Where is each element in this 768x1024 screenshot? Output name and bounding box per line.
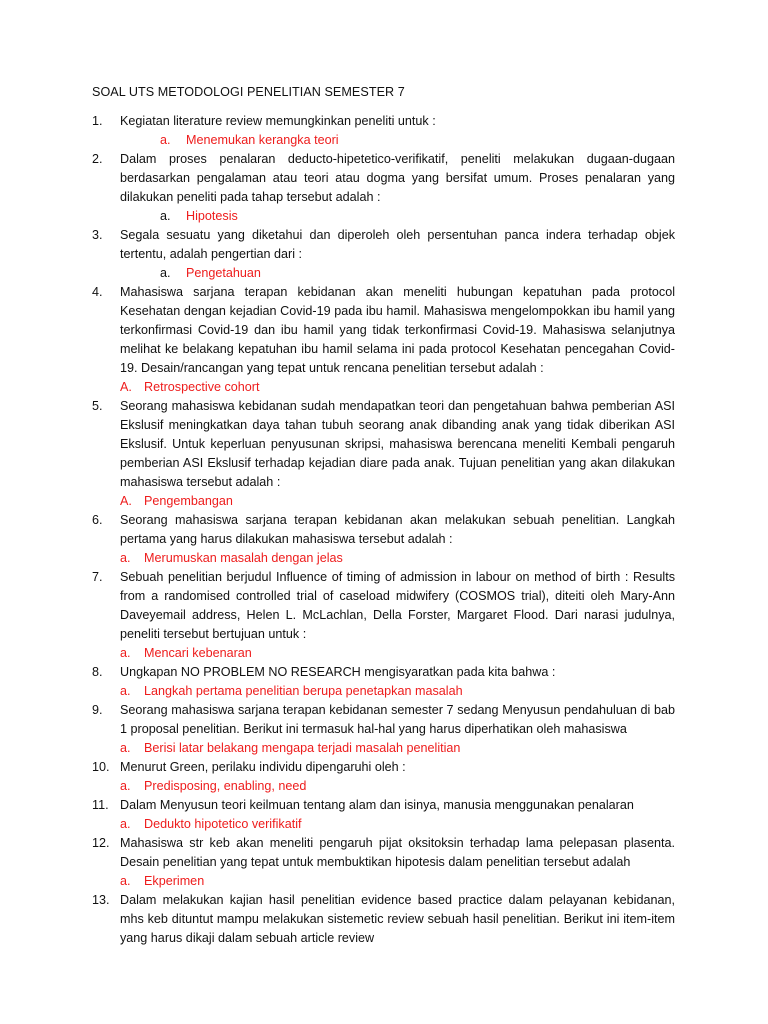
question-text: Mahasiswa sarjana terapan kebidanan akan meneliti hubungan kepatuhan pada protocol Kesehatan dengan kejadian Covid-19 pada ibu hamil. Mahasiswa mengelompokkan ibu hamil yang terkonfirmasi Covid-19 dan ibu hamil yang tidak terkonfirmasi Covid-19. Mahasiswa selanjutnya melihat ke belakang kepatuhan ibu hamil selama ini pada protocol Kesehatan pencegahan Covid-19. Desain/rancangan yang tepat untuk rencana penelitian tersebut adalah : (120, 285, 675, 375)
question-text: Seorang mahasiswa kebidanan sudah mendapatkan teori dan pengetahuan bahwa pemberian ASI Ekslusif meningkatkan daya tahan tubuh seorang anak dibanding anak yang tidak diberikan ASI Ekslusif. Untuk keperluan penyusunan skripsi, mahasiswa berencana meneliti Kembali pengaruh pemberian ASI Ekslusif terhadap kejadian diare pada anak. Tujuan penelitian yang akan dilakukan mahasiswa tersebut adalah : (120, 399, 675, 489)
answer (92, 739, 675, 758)
question-number: 4. (92, 285, 103, 299)
answer-marker: a. (120, 779, 131, 793)
question-text: Sebuah penelitian berjudul Influence of timing of admission in labour on method of birth : Results from a randomised controlled trial of caseload midwifery (COSMOS trial), diteiti oleh Mary-Ann Daveyemail address, Helen L. McLachlan, Della Forster, Margaret Flood. Dari narasi judulnya, peneliti tersebut bertujuan untuk : (120, 570, 675, 641)
answer-text: Retrospective cohort (144, 380, 260, 394)
answer (92, 815, 675, 834)
answer (92, 644, 675, 663)
answer-text: Mencari kebenaran (144, 646, 252, 660)
answer-text: Menemukan kerangka teori (186, 133, 339, 147)
answer-marker: a. (120, 551, 131, 565)
answer-marker: a. (160, 209, 171, 223)
question-text: Menurut Green, perilaku individu dipengaruhi oleh : (120, 760, 406, 774)
answer-text: Pengembangan (144, 494, 233, 508)
answer (92, 492, 675, 511)
question-number: 2. (92, 152, 103, 166)
question-text: Seorang mahasiswa sarjana terapan kebidanan semester 7 sedang Menyusun pendahuluan di bab 1 proposal penelitian. Berikut ini termasuk hal-hal yang harus diperhatikan oleh mahasiswa (120, 703, 675, 736)
question-1 (92, 112, 675, 150)
answer (92, 264, 675, 283)
answer-marker: A. (120, 380, 132, 394)
question-text: Dalam proses penalaran deducto-hipetetico-verifikatif, peneliti melakukan dugaan-dugaan berdasarkan pengalaman atau teori atau dogma yang bersifat umum. Proses penalaran yang dilakukan peneliti pada tahap tersebut adalah : (120, 152, 675, 204)
question-10 (92, 758, 675, 796)
question-text: Kegiatan literature review memungkinkan peneliti untuk : (120, 114, 436, 128)
answer-text: Dedukto hipotetico verifikatif (144, 817, 302, 831)
question-list (92, 112, 675, 948)
question-text: Seorang mahasiswa sarjana terapan kebidanan akan melakukan sebuah penelitian. Langkah pertama yang harus dilakukan mahasiswa tersebut adalah : (120, 513, 675, 546)
answer (92, 207, 675, 226)
question-4 (92, 283, 675, 397)
question-3 (92, 226, 675, 283)
answer-text: Berisi latar belakang mengapa terjadi masalah penelitian (144, 741, 461, 755)
answer (92, 777, 675, 796)
answer-marker: a. (120, 741, 131, 755)
question-number: 8. (92, 665, 103, 679)
answer (92, 682, 675, 701)
answer-text: Pengetahuan (186, 266, 261, 280)
answer-marker: a. (160, 266, 171, 280)
question-2 (92, 150, 675, 226)
answer (92, 872, 675, 891)
question-7 (92, 568, 675, 663)
answer-marker: a. (120, 684, 131, 698)
answer-marker: a. (120, 646, 131, 660)
answer-marker: a. (120, 874, 131, 888)
question-number: 11. (92, 798, 109, 812)
question-9 (92, 701, 675, 758)
question-text: Ungkapan NO PROBLEM NO RESEARCH mengisyaratkan pada kita bahwa : (120, 665, 556, 679)
question-text: Dalam Menyusun teori keilmuan tentang alam dan isinya, manusia menggunakan penalaran (120, 798, 634, 812)
question-number: 3. (92, 228, 103, 242)
question-number: 13. (92, 893, 110, 907)
answer-marker: a. (160, 133, 171, 147)
question-text: Segala sesuatu yang diketahui dan diperoleh oleh persentuhan panca indera terhadap objek tertentu, adalah pengertian dari : (120, 228, 675, 261)
question-number: 7. (92, 570, 103, 584)
question-number: 1. (92, 114, 103, 128)
question-12 (92, 834, 675, 891)
answer-text: Merumuskan masalah dengan jelas (144, 551, 343, 565)
question-11 (92, 796, 675, 834)
question-5 (92, 397, 675, 511)
answer-marker: a. (120, 817, 131, 831)
question-6 (92, 511, 675, 568)
question-text: Dalam melakukan kajian hasil penelitian evidence based practice dalam pelayanan kebidanan, mhs keb dituntut mampu melakukan sistemetic review sebuah hasil penelitian. Berikut ini item-item yang harus dikaji dalam sebuah article review (120, 893, 675, 945)
answer-text: Langkah pertama penelitian berupa penetapkan masalah (144, 684, 463, 698)
answer-text: Ekperimen (144, 874, 205, 888)
question-number: 9. (92, 703, 103, 717)
question-number: 5. (92, 399, 103, 413)
question-number: 12. (92, 836, 110, 850)
answer (92, 378, 675, 397)
question-text: Mahasiswa str keb akan meneliti pengaruh pijat oksitoksin terhadap lama pelepasan plasenta. Desain penelitian yang tepat untuk membuktikan hipotesis dalam penelitian tersebut adalah (120, 836, 675, 869)
question-8 (92, 663, 675, 701)
question-13 (92, 891, 675, 948)
question-number: 6. (92, 513, 103, 527)
answer-marker: A. (120, 494, 132, 508)
answer-text: Predisposing, enabling, need (144, 779, 307, 793)
answer (92, 549, 675, 568)
question-number: 10. (92, 760, 110, 774)
answer-text: Hipotesis (186, 209, 238, 223)
document-title: SOAL UTS METODOLOGI PENELITIAN SEMESTER 7 (92, 85, 405, 99)
answer (92, 131, 675, 150)
